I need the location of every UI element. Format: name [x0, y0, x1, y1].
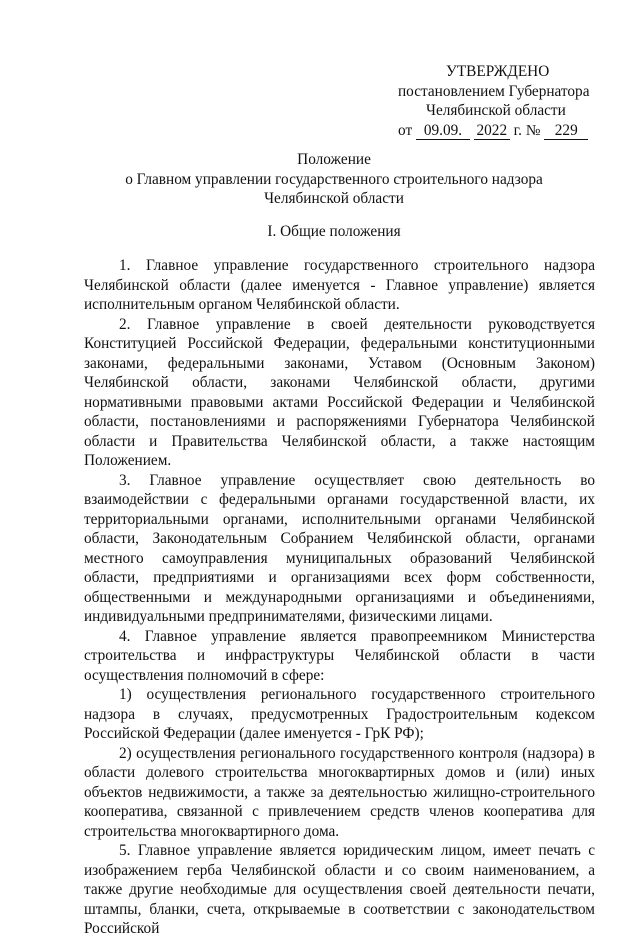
approval-date: 09.09. — [416, 123, 470, 140]
title-line-1: Положение — [297, 151, 371, 168]
title-line-2: о Главном управлении государственного строительного надзора — [125, 170, 543, 188]
approval-date-line — [392, 121, 612, 141]
paragraph: 2. Главное управление в своей деятельности руководствуется Конституцией Российской Федерации, федеральными конституционными законами, федеральными законами, Уставом (Основным Законом) Челябинской области, законами Челябинской области, другими нормативными правовыми актами Российской Федерации и Челябинской области, постановлениями и распоряжениями Губернатора Челябинской области и Правительства Челябинской области, а также настоящим Положением. — [84, 315, 595, 469]
paragraph: 2) осуществления регионального государственного контроля (надзора) в области долевого строительства многоквартирных домов и (или) иных объектов недвижимости, а также за деятельностью жилищно-строительного кооператива, связанной с привлечением средств членов кооператива для строительства многоквартирного дома. — [84, 744, 595, 840]
section-heading: I. Общие положения — [267, 223, 401, 240]
paragraph: 4. Главное управление является правопреемником Министерства строительства и инфраструктуры Челябинской области в части осуществления полномочий в сфере: — [84, 627, 595, 684]
paragraph: 3. Главное управление осуществляет свою деятельность во взаимодействии с федеральными органами государственной власти, их территориальными органами, исполнительными органами Челябинской области, Законодательным Собранием Челябинской области, органами местного самоуправления муниципальных образований Челябинской области, предприятиями и организациями всех форм собственности, общественными и международными организациями и объединениями, индивидуальными предпринимателями, физическими лицами. — [84, 471, 595, 625]
paragraph: 1) осуществления регионального государственного строительного надзора в случаях, предусмотренных Градостроительным кодексом Российской Федерации (далее именуется - ГрК РФ); — [84, 686, 595, 742]
approval-heading: УТВЕРЖДЕНО — [446, 63, 550, 80]
approval-year: 2022 — [474, 123, 510, 140]
document-title — [84, 150, 584, 209]
title-line-3: Челябинской области — [264, 190, 404, 208]
paragraph: 1. Главное управление государственного строительного надзора Челябинской области (далее именуется - Главное управление) является исполнительным органом Челябинской области. — [84, 257, 595, 313]
approval-stamp — [392, 62, 612, 140]
paragraph: 5. Главное управление является юридическим лицом, имеет печать с изображением герба Челябинской области и со своим наименованием, а также другие необходимые для осуществления своей деятельности печати, штампы, бланки, счета, открываемые в соответствии с законодательством Российской — [84, 842, 595, 937]
approval-number-label: г. № — [513, 121, 541, 139]
approval-number: 229 — [544, 123, 588, 140]
approval-region: Челябинской области — [426, 102, 566, 119]
approval-from-label: от — [398, 121, 413, 139]
approval-decree: постановлением Губернатора — [398, 82, 590, 100]
document-body — [84, 256, 595, 939]
